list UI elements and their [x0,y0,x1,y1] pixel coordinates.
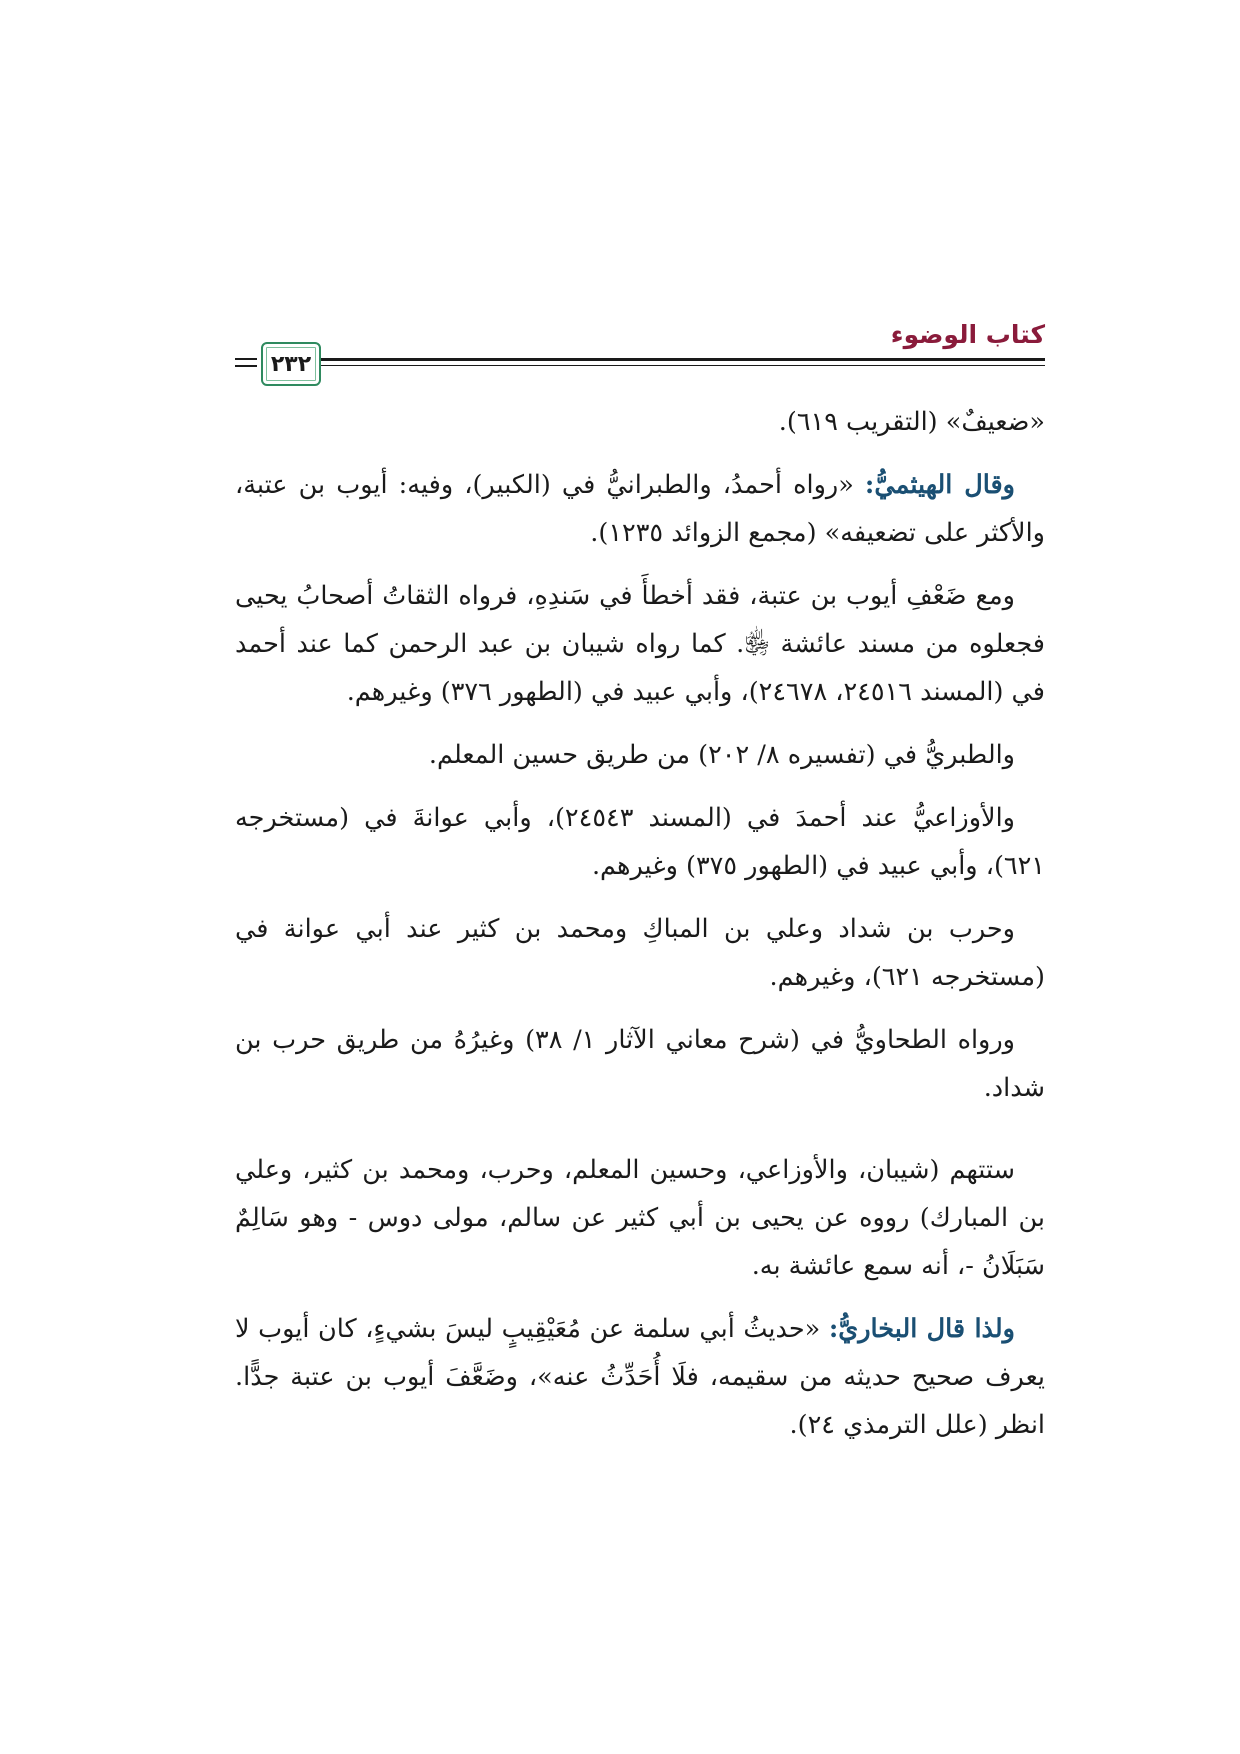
page-body [235,398,1045,1464]
paragraph [235,731,1045,779]
header-rule-thin [321,365,1045,366]
paragraph-text: ومع ضَعْفِ أيوب بن عتبة، فقد أخطأَ في سَندِهِ، فرواه الثقاتُ أصحابُ يحيى فجعلوه من مسند عائشة ﵂. كما رواه شيبان بن عبد الرحمن كما عند أحمد في (المسند ٢٤٥١٦، ٢٤٦٧٨)، وأبي عبيد في (الطهور ٣٧٦) وغيرهم. [235,581,1045,707]
paragraph-text: والأوزاعيُّ عند أحمدَ في (المسند ٢٤٥٤٣)، وأبي عوانةَ في (مستخرجه ٦٢١)، وأبي عبيد في (الطهور ٣٧٥) وغيرهم. [235,803,1045,881]
paragraph [235,572,1045,716]
header-rule-thick [321,358,1045,361]
paragraph [235,794,1045,890]
paragraph-text: وحرب بن شداد وعلي بن المباكِ ومحمد بن كثير عند أبي عوانة في (مستخرجه ٦٢١)، وغيرهم. [235,914,1045,992]
paragraph [235,1146,1045,1290]
page-number-badge [261,342,321,386]
paragraph-text: «حديثُ أبي سلمة عن مُعَيْقِيبٍ ليسَ بشيءٍ، كان أيوب لا يعرف صحيح حديثه من سقيمه، فلَا أُحَدِّثُ عنه»، وضَعَّفَ أيوب بن عتبة جدًّا. انظر (علل الترمذي ٢٤). [235,1314,1045,1440]
paragraph-text: ورواه الطحاويُّ في (شرح معاني الآثار ١/ ٣٨) وغيرُهُ من طريق حرب بن شداد. [235,1025,1045,1103]
paragraph [235,461,1045,557]
speaker-label: وقال الهيثميُّ: [864,470,1015,500]
header-rule-stub-top [235,358,257,360]
header-rule-stub-bottom [235,365,257,367]
paragraph [235,1016,1045,1112]
speaker-label: ولذا قال البخاريُّ: [828,1314,1016,1344]
page-header [235,318,1045,388]
paragraph [235,905,1045,1001]
page-number: ٢٣٢ [270,351,312,377]
paragraph-text: ستتهم (شيبان، والأوزاعي، وحسين المعلم، وحرب، ومحمد بن كثير، وعلي بن المبارك) رووه عن يحيى بن أبي كثير عن سالم، مولى دوس - وهو سَالِمٌ سَبَلَانُ -، أنه سمع عائشة به. [235,1155,1045,1281]
paragraph-text: «رواه أحمدُ، والطبرانيُّ في (الكبير)، وفيه: أيوب بن عتبة، والأكثر على تضعيفه» (مجمع الزوائد ١٢٣٥). [235,470,1045,548]
book-title: كتاب الوضوء [890,320,1045,349]
paragraph [235,398,1045,446]
paragraph-text: والطبريُّ في (تفسيره ٨/ ٢٠٢) من طريق حسين المعلم. [428,740,1015,770]
paragraph [235,1305,1045,1449]
paragraph-text: «ضعيفٌ» (التقريب ٦١٩). [778,407,1045,437]
